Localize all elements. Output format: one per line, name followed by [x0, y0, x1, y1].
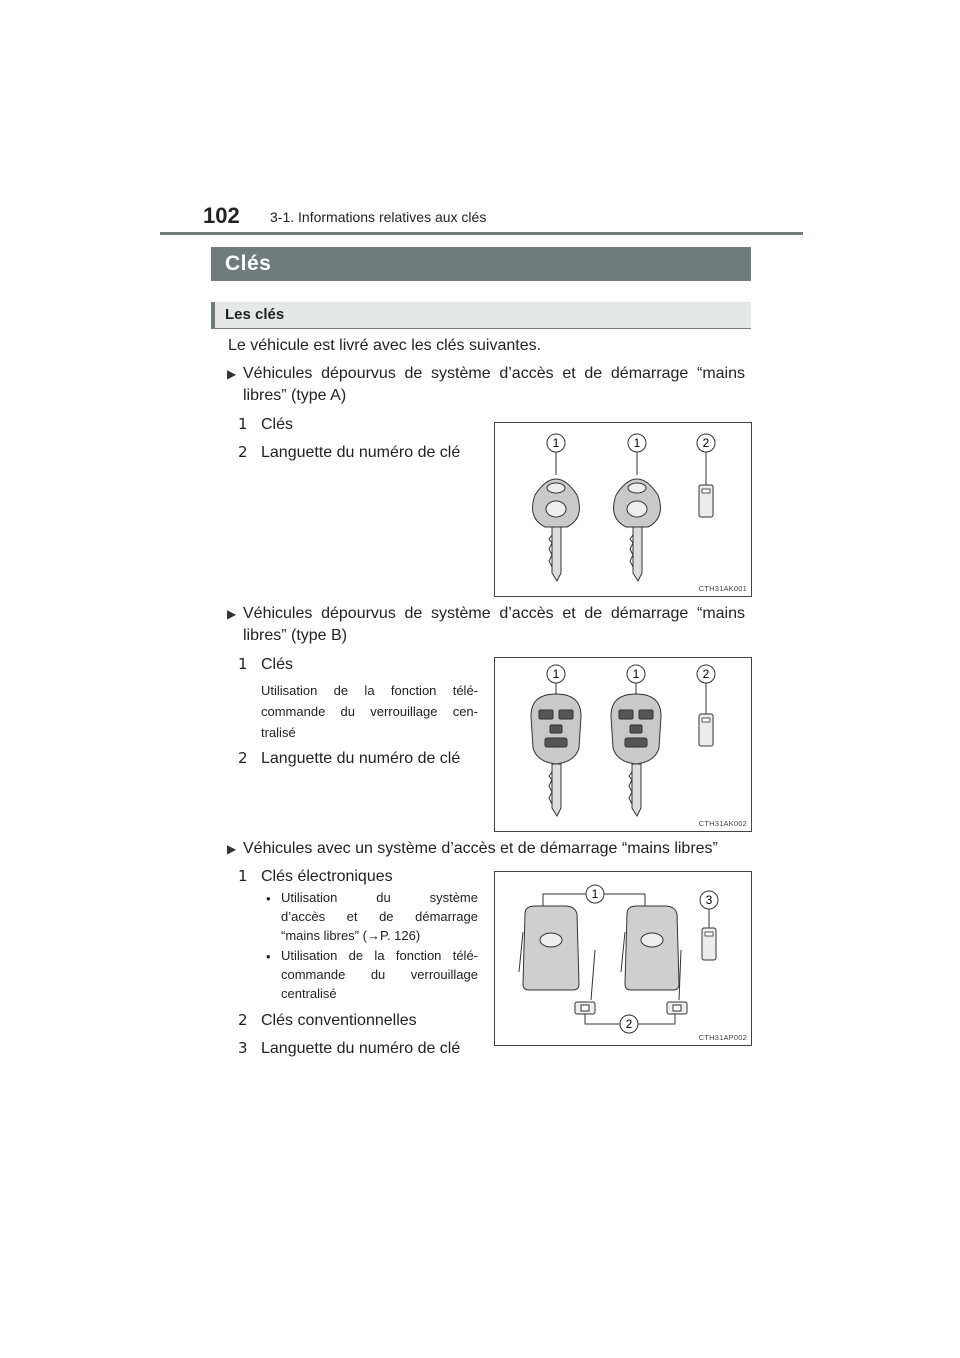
section-b-line1: Véhicules dépourvus de système d’accès et de démarrage “mains: [243, 605, 745, 622]
bullet-text: “mains libres” (→P. 126): [281, 928, 421, 943]
subtitle: Les clés: [225, 306, 285, 323]
callout-1: 1: [552, 667, 560, 681]
callout-1: 1: [591, 887, 599, 901]
bullet-text: Utilisation de la fonction télé-: [281, 948, 478, 963]
item-number: 1: [238, 867, 248, 885]
callout-2: 2: [625, 1017, 633, 1031]
subtitle-bar: [211, 302, 751, 329]
section-heading: 3-1. Informations relatives aux clés: [270, 209, 487, 225]
item-number: 2: [238, 749, 248, 767]
callout-2: 2: [702, 667, 710, 681]
item-number: 3: [238, 1039, 248, 1057]
figure-code: CTH31AP002: [698, 1033, 747, 1042]
section-c-line1: Véhicules avec un système d’accès et de démarrage “mains libres”: [243, 840, 718, 857]
item-number: 2: [238, 443, 248, 461]
callout-1: 1: [632, 667, 640, 681]
page-number: 102: [203, 203, 240, 228]
callout-1: 1: [633, 436, 641, 450]
figure-keys-type-a: [494, 422, 752, 597]
bullet-text: centralisé: [281, 986, 337, 1001]
section-a-line2: libres” (type A): [243, 387, 347, 404]
item-label: Languette du numéro de clé: [261, 444, 461, 461]
figure-code: CTH31AK002: [698, 819, 747, 828]
figure-code: CTH31AK001: [698, 584, 747, 593]
item-label: Clés électroniques: [261, 868, 393, 885]
figure-smart-keys: [494, 871, 752, 1046]
item-label: Languette du numéro de clé: [261, 750, 461, 767]
arrow-icon: ▶: [227, 842, 237, 856]
page-title: Clés: [225, 252, 272, 275]
figure-keys-type-b: [494, 657, 752, 832]
bullet-text: d’accès et de démarrage: [281, 909, 478, 924]
bullet-text: Utilisation du système: [281, 890, 478, 905]
intro-text: Le véhicule est livré avec les clés suivantes.: [228, 337, 542, 354]
callout-1: 1: [552, 436, 560, 450]
item-label: Clés: [261, 416, 294, 433]
bullet-marker: •: [266, 891, 271, 906]
item-description: tralisé: [261, 725, 296, 740]
bullet-text: commande du verrouillage: [281, 967, 478, 982]
header-rule: [160, 232, 803, 235]
item-label: Clés conventionnelles: [261, 1012, 417, 1029]
keys-illustration: [495, 423, 751, 596]
section-a-line1: Véhicules dépourvus de système d’accès et de démarrage “mains: [243, 365, 745, 382]
keys-illustration: [495, 658, 751, 831]
page-title-bar: [211, 247, 751, 281]
arrow-icon: ▶: [227, 607, 237, 621]
item-number: 2: [238, 1011, 248, 1029]
callout-3: 3: [705, 893, 713, 907]
item-label: Languette du numéro de clé: [261, 1040, 461, 1057]
item-description: Utilisation de la fonction télé-: [261, 683, 478, 698]
item-number: 1: [238, 415, 248, 433]
smart-keys-illustration: [495, 872, 751, 1045]
item-number: 1: [238, 655, 248, 673]
item-description: commande du verrouillage cen-: [261, 704, 478, 719]
bullet-marker: •: [266, 949, 271, 964]
arrow-icon: ▶: [227, 367, 237, 381]
item-label: Clés: [261, 656, 294, 673]
callout-2: 2: [702, 436, 710, 450]
section-b-line2: libres” (type B): [243, 627, 348, 644]
